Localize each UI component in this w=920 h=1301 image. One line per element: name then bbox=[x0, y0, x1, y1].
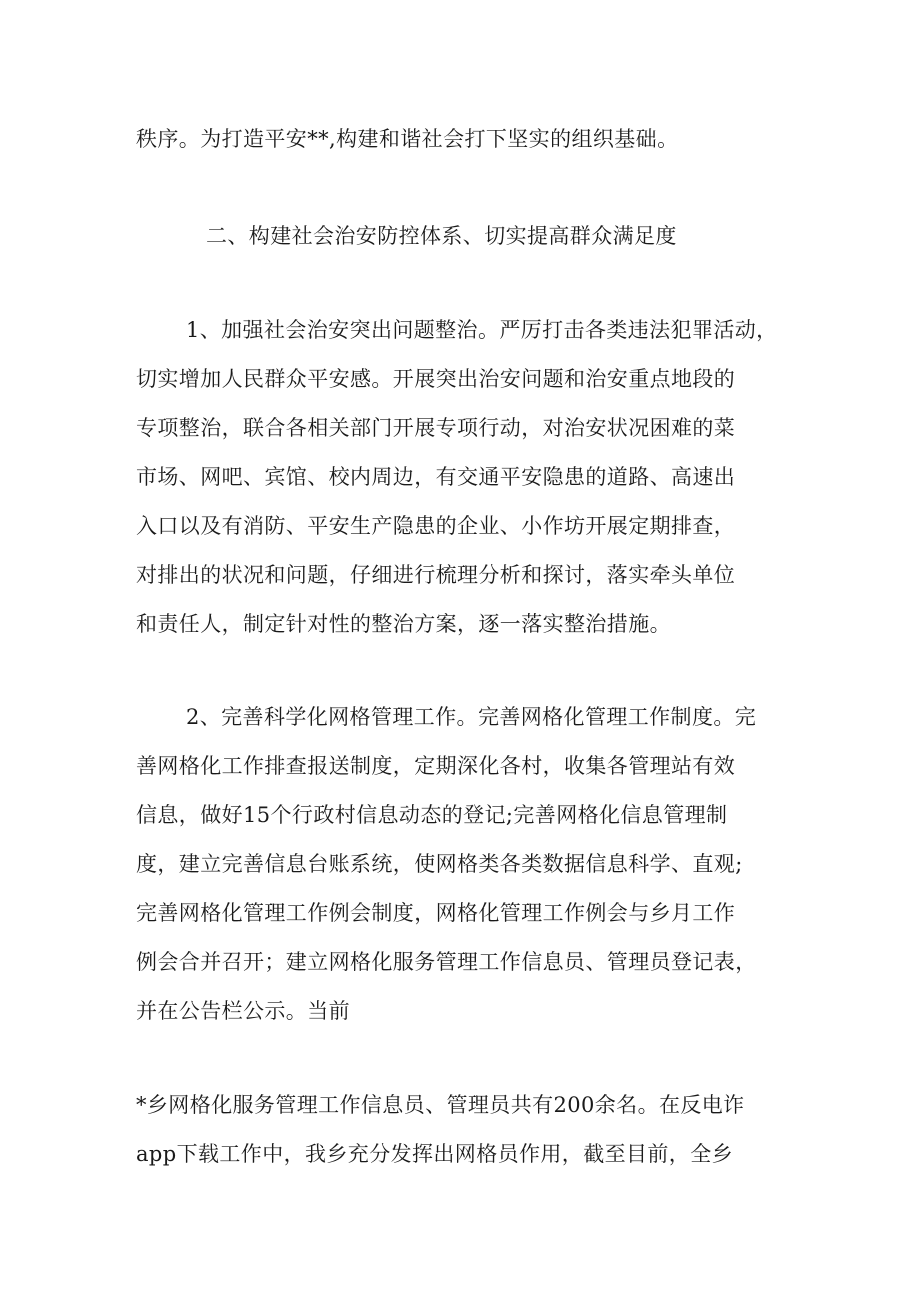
paragraph-2-line: 并在公告栏公示。当前 bbox=[136, 999, 350, 1023]
text-line: 秩序。为打造平安**,构建和谐社会打下坚实的组织基础。 bbox=[136, 127, 679, 151]
paragraph-1-line: 切实增加人民群众平安感。开展突出治安问题和治安重点地段的 bbox=[136, 367, 736, 391]
paragraph-1-line: 专项整治，联合各相关部门开展专项行动，对治安状况困难的菜 bbox=[136, 416, 736, 440]
paragraph-2-line: 度，建立完善信息台账系统，使网格类各类数据信息科学、直观; bbox=[136, 852, 743, 876]
paragraph-1-line: 入口以及有消防、平安生产隐患的企业、小作坊开展定期排查， bbox=[136, 514, 736, 538]
paragraph-1-line: 和责任人，制定针对性的整治方案，逐一落实整治措施。 bbox=[136, 612, 671, 636]
paragraph-2-line: 善网格化工作排查报送制度，定期深化各村，收集各管理站有效 bbox=[136, 754, 736, 778]
paragraph-2-line: 信息，做好15个行政村信息动态的登记;完善网格化信息管理制 bbox=[136, 803, 728, 827]
paragraph-3-line: *乡网格化服务管理工作信息员、管理员共有200余名。在反电诈 bbox=[136, 1093, 745, 1117]
section-heading: 二、构建社会治安防控体系、切实提高群众满足度 bbox=[206, 224, 677, 248]
paragraph-1-line: 市场、网吧、宾馆、校内周边，有交通平安隐患的道路、高速出 bbox=[136, 465, 736, 489]
paragraph-1-line: 对排出的状况和问题，仔细进行梳理分析和探讨，落实牵头单位 bbox=[136, 563, 736, 587]
paragraph-3-line: app下载工作中，我乡充分发挥出网格员作用，截至目前，全乡 bbox=[136, 1142, 734, 1166]
paragraph-2-line: 完善网格化管理工作例会制度，网格化管理工作例会与乡月工作 bbox=[136, 901, 736, 925]
paragraph-2-line: 例会合并召开；建立网格化服务管理工作信息员、管理员登记表， bbox=[136, 950, 757, 974]
paragraph-1-line: 1、加强社会治安突出问题整治。严厉打击各类违法犯罪活动， bbox=[186, 318, 778, 342]
paragraph-2-line: 2、完善科学化网格管理工作。完善网格化管理工作制度。完 bbox=[186, 705, 757, 729]
